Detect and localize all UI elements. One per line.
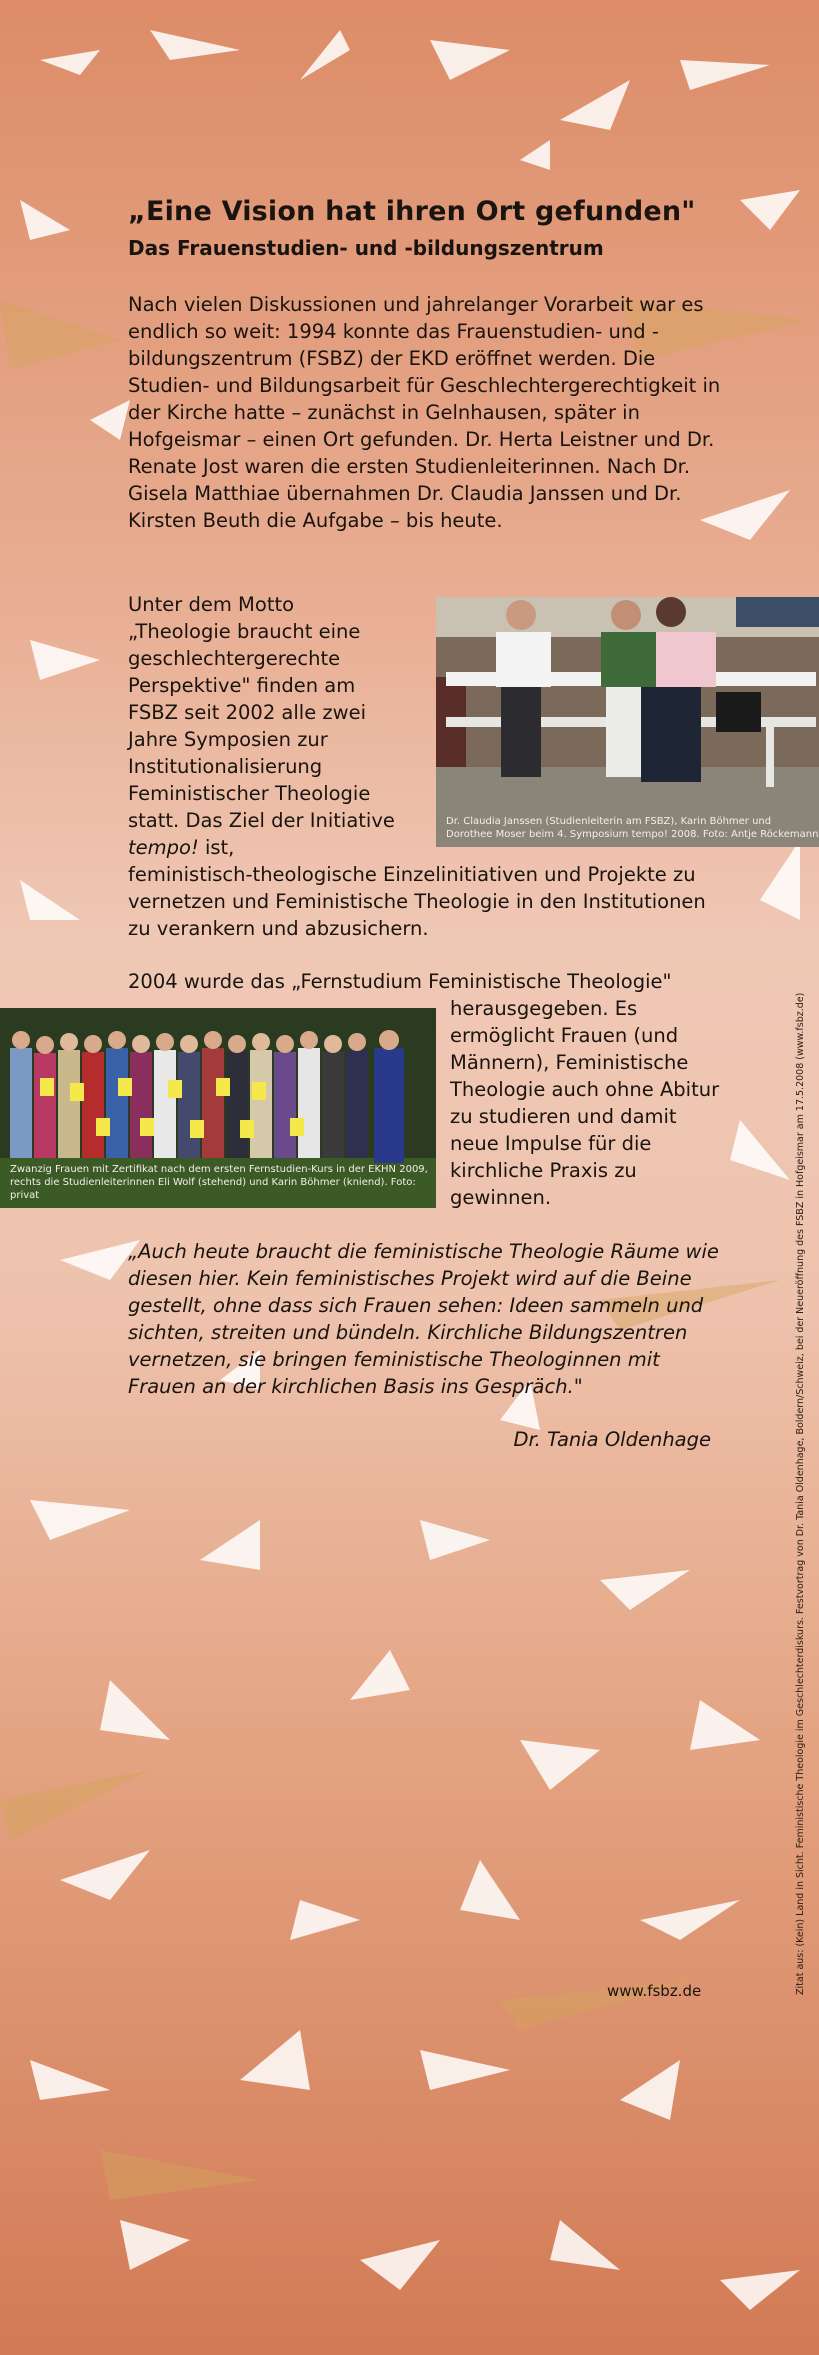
bench-photo-caption: Dr. Claudia Janssen (Studienleiterin am FSBZ), Karin Böhmer und Dorothee Moser beim 4. Symposium tempo! 2008. Foto: Antje Röckemann <box>446 816 819 840</box>
website-link[interactable]: www.fsbz.de <box>607 1982 702 2000</box>
intro-paragraph: Nach vielen Diskussionen und jahrelanger Vorarbeit war es endlich so weit: 1994 konnte das Frauenstudien- und -bildungszentrum (FSBZ) der EKD eröffnet werden. Die Studien- und Bildungsarbeit für Geschlechtergerechtigkeit in der Kirche hatte – zunächst in Gelnhausen, später in Hofgeismar – einen Ort gefunden. Dr. Herta Leistner und Dr. Renate Jost waren die ersten Studienleiterinnen. Nach Dr. Gisela Matthiae übernahmen Dr. Claudia Janssen und Dr. Kirsten Beuth die Aufgabe – bis heute. <box>128 293 721 532</box>
motto-text-start: Unter dem Motto „Theologie braucht eine geschlechtergerechte Perspektive" finden am FSBZ seit 2002 alle zwei Jahre Symposien zur Institutionalisierung Feministischer Theologie statt. Das Ziel der Initiative <box>128 593 395 832</box>
page-subtitle: Das Frauenstudien- und -bildungszentrum <box>128 236 604 260</box>
bench-photo-image <box>436 597 819 847</box>
group-photo-caption: Zwanzig Frauen mit Zertifikat nach dem ersten Fernstudien-Kurs in der EKHN 2009, rechts die Studienleiterinnen Eli Wolf (stehend) und Karin Böhmer (kniend). Foto: privat <box>10 1164 428 1201</box>
symposium-bench-photo <box>436 597 819 847</box>
quote-author: Dr. Tania Oldenhage <box>513 1428 711 1451</box>
page-title: „Eine Vision hat ihren Ort gefunden" <box>128 196 696 227</box>
fernstudium-paragraph-start: 2004 wurde das „Fernstudium Feministische Theologie" <box>128 970 672 993</box>
quote-text: „Auch heute braucht die feministische Theologie Räume wie diesen hier. Kein feministisches Projekt wird auf die Beine gestellt, ohne dass sich Frauen sehen: Ideen sammeln und sichten, streiten und bündeln. Kirchliche Bildungszentren vernetzen, sie bringen feministische Theologinnen mit Frauen an der kirchlichen Basis ins Gespräch." <box>128 1240 719 1398</box>
motto-paragraph-end: feministisch-theologische Einzelinitiativen und Projekte zu vernetzen und Feministische Theologie in den Institutionen zu verankern und abzusichern. <box>128 863 706 940</box>
tempo-initiative-name: tempo! <box>128 836 199 859</box>
motto-text-after: ist, <box>198 836 235 859</box>
motto-paragraph <box>128 591 398 861</box>
fernstudium-paragraph-end: herausgegeben. Es ermöglicht Frauen (und Männern), Feministische Theologie auch ohne Abitur zu studieren und damit neue Impulse für die kirchliche Praxis zu gewinnen. <box>450 997 720 1209</box>
side-source-note: Zitat aus: (Kein) Land in Sicht. Feministische Theologie im Geschlechterdiskurs. Festvortrag von Dr. Tania Oldenhage, Boldern/Schweiz, bei der Neueröffnung des FSBZ in Hofgeismar am 17.5.2008 (www.fsbz.de) <box>795 992 806 1995</box>
certificate-group-photo <box>0 1008 436 1208</box>
